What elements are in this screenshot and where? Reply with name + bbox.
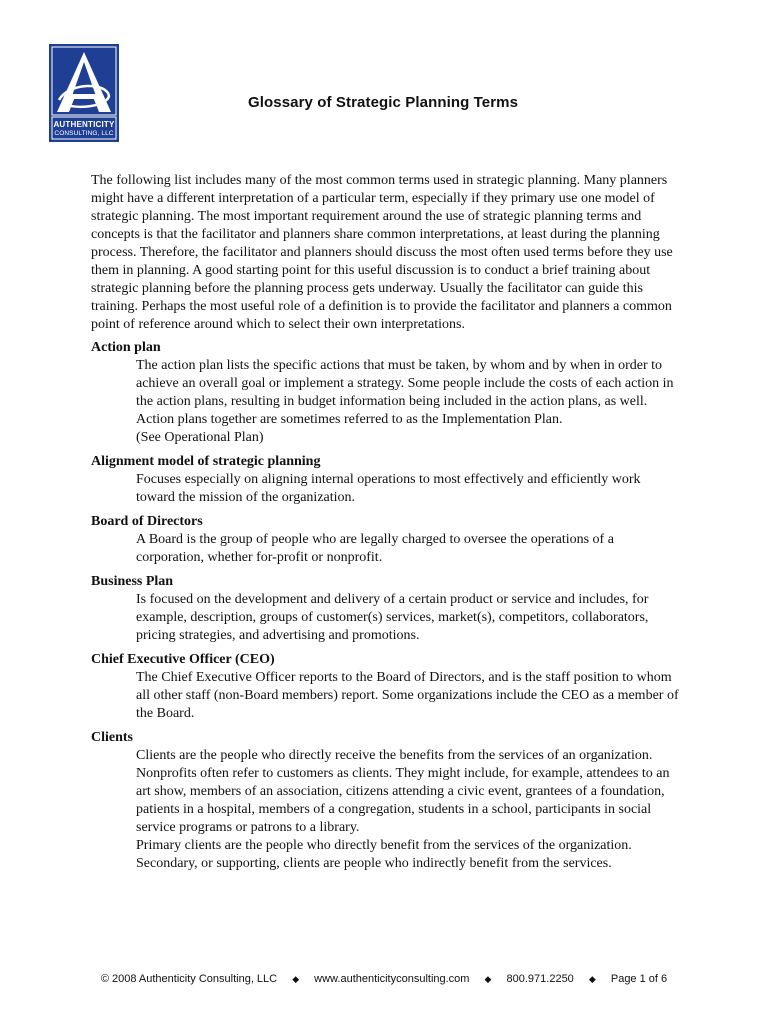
definition-note: (See Operational Plan) — [136, 430, 264, 445]
document-body — [91, 172, 681, 879]
glossary-entry-clients — [91, 729, 681, 873]
company-logo — [49, 44, 119, 142]
footer-phone: 800.971.2250 — [506, 973, 574, 985]
diamond-separator-icon: ◆ — [484, 974, 492, 984]
glossary-entry-board-of-directors — [91, 513, 681, 567]
page-footer — [0, 973, 768, 985]
glossary-definition — [91, 669, 681, 723]
definition-text: The Chief Executive Officer reports to the Board of Directors, and is the staff position to whom all other staff (non-Board members) report. Some organizations include the CEO as a member of the Board. — [136, 670, 679, 721]
footer-website-link[interactable]: www.authenticityconsulting.com — [314, 973, 470, 985]
footer-copyright: © 2008 Authenticity Consulting, LLC — [100, 973, 278, 985]
glossary-entry-action-plan — [91, 339, 681, 447]
glossary-term: Business Plan — [91, 574, 174, 589]
glossary-definition — [91, 747, 681, 873]
logo-text-line1: AUTHENTICITY — [53, 120, 115, 129]
intro-paragraph: The following list includes many of the most common terms used in strategic planning. Many planners might have a different interpretation of a particular term, especially if they primary use one model of strategic planning. The most important requirement around the use of strategic planning terms and concepts is that the facilitator and planners share common interpretations, at least during the planning process. Therefore, the facilitator and planners should discuss the most often used terms before they use them in planning. A good starting point for this useful discussion is to conduct a brief training about strategic planning before the planning process gets underway. Usually the facilitator can guide this training. Perhaps the most useful role of a definition is to provide the facilitator and planners a common point of reference around which to select their own interpretations. — [91, 173, 673, 332]
glossary-term: Board of Directors — [91, 514, 203, 529]
logo-text-line2: CONSULTING, LLC — [54, 130, 114, 137]
definition-text: The action plan lists the specific actions that must be taken, by whom and by when in order to achieve an overall goal or implement a strategy. Some people include the costs of each action in the action plans, resulting in budget information being included in the action plans, as well. Action plans together are sometimes referred to as the Implementation Plan. — [136, 358, 674, 427]
glossary-term: Action plan — [91, 340, 161, 355]
glossary-term: Clients — [91, 730, 133, 745]
glossary-definition — [91, 357, 681, 447]
definition-text: Is focused on the development and delivery of a certain product or service and includes, for example, description, groups of customer(s) services, market(s), competitors, collaborators, pricing strategies, and advertising and promotions. — [136, 592, 649, 643]
definition-text: Focuses especially on aligning internal operations to most effectively and efficiently work toward the mission of the organization. — [136, 472, 641, 505]
glossary-term: Chief Executive Officer (CEO) — [91, 652, 275, 667]
diamond-separator-icon: ◆ — [292, 974, 300, 984]
glossary-entry-business-plan — [91, 573, 681, 645]
definition-text: A Board is the group of people who are legally charged to oversee the operations of a corporation, whether for-profit or nonprofit. — [136, 532, 614, 565]
glossary-definition — [91, 591, 681, 645]
glossary-entry-ceo — [91, 651, 681, 723]
definition-text: Clients are the people who directly receive the benefits from the services of an organization. Nonprofits often refer to customers as clients. They might include, for example, attendees to an art show, members of an association, citizens attending a civic event, grantees of a foundation, patients in a hospital, members of a congregation, students in a school, participants in social service programs or patrons to a library. — [136, 748, 670, 835]
glossary-definition — [91, 471, 681, 507]
definition-note: Primary clients are the people who directly benefit from the services of the organization. Secondary, or supporting, clients are people who indirectly benefit from the services. — [136, 838, 632, 871]
glossary-definition — [91, 531, 681, 567]
glossary-term: Alignment model of strategic planning — [91, 454, 321, 469]
footer-page-number: Page 1 of 6 — [610, 973, 668, 985]
glossary-entry-alignment-model — [91, 453, 681, 507]
diamond-separator-icon: ◆ — [588, 974, 596, 984]
document-title: Glossary of Strategic Planning Terms — [248, 94, 519, 111]
